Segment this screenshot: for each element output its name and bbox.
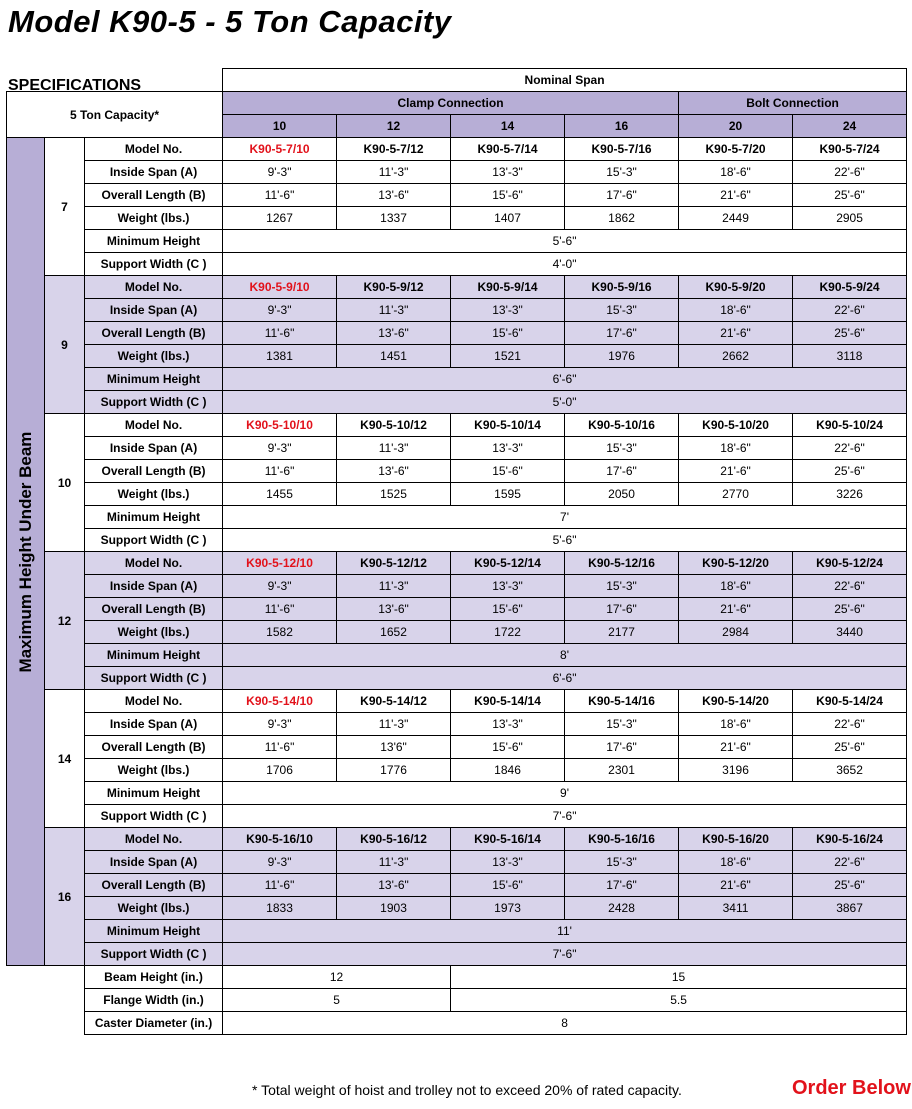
table-row xyxy=(7,851,907,874)
spec-cell: 1525 xyxy=(337,483,451,506)
spec-cell: 13'-3" xyxy=(451,161,565,184)
model-number-link[interactable]: K90-5-10/24 xyxy=(793,414,907,437)
table-row xyxy=(7,736,907,759)
model-number-link[interactable]: K90-5-9/10 xyxy=(223,276,337,299)
table-row xyxy=(7,667,907,690)
bottom-row-label: Caster Diameter (in.) xyxy=(85,1012,223,1035)
table-row xyxy=(7,828,907,851)
model-number-link[interactable]: K90-5-14/16 xyxy=(565,690,679,713)
spec-cell: 13'-3" xyxy=(451,437,565,460)
table-row xyxy=(7,782,907,805)
spec-cell: 13'-6" xyxy=(337,184,451,207)
table-row xyxy=(7,598,907,621)
spec-cell: 15'-6" xyxy=(451,460,565,483)
spec-cell: 21'-6" xyxy=(679,460,793,483)
spec-cell: 15'-3" xyxy=(565,713,679,736)
model-number-link[interactable]: K90-5-7/16 xyxy=(565,138,679,161)
footnote: * Total weight of hoist and trolley not to exceed 20% of rated capacity. xyxy=(252,1082,682,1098)
spec-cell: 21'-6" xyxy=(679,736,793,759)
spec-cell: 11'-6" xyxy=(223,598,337,621)
model-number-link[interactable]: K90-5-7/10 xyxy=(223,138,337,161)
model-number-link[interactable]: K90-5-9/14 xyxy=(451,276,565,299)
spec-cell: 17'-6" xyxy=(565,184,679,207)
spec-cell: 1267 xyxy=(223,207,337,230)
spec-cell: 21'-6" xyxy=(679,184,793,207)
spec-cell: 13'-6" xyxy=(337,322,451,345)
bottom-row-value: 8 xyxy=(223,1012,907,1035)
spec-cell: 15'-6" xyxy=(451,874,565,897)
span-header-16: 16 xyxy=(565,115,679,138)
table-row xyxy=(7,276,907,299)
order-below-link[interactable]: Order Below xyxy=(792,1077,911,1099)
spec-cell: 3196 xyxy=(679,759,793,782)
spec-cell: 18'-6" xyxy=(679,161,793,184)
blank-cell xyxy=(7,966,85,989)
table-row xyxy=(7,414,907,437)
row-label-min_height: Minimum Height xyxy=(85,644,223,667)
table-row xyxy=(7,897,907,920)
model-number-link[interactable]: K90-5-16/14 xyxy=(451,828,565,851)
spec-cell: 11'-3" xyxy=(337,161,451,184)
spec-cell: 1521 xyxy=(451,345,565,368)
spec-cell: 18'-6" xyxy=(679,299,793,322)
bolt-connection-header: Bolt Connection xyxy=(679,92,907,115)
span-header-10: 10 xyxy=(223,115,337,138)
spec-cell: 2770 xyxy=(679,483,793,506)
min_height-value: 8' xyxy=(223,644,907,667)
row-label-model: Model No. xyxy=(85,414,223,437)
spec-cell: 1381 xyxy=(223,345,337,368)
row-label-min_height: Minimum Height xyxy=(85,920,223,943)
height-value-7: 7 xyxy=(45,138,85,276)
spec-cell: 1776 xyxy=(337,759,451,782)
row-label-support: Support Width (C ) xyxy=(85,253,223,276)
spec-cell: 1407 xyxy=(451,207,565,230)
spec-cell: 2662 xyxy=(679,345,793,368)
spec-cell: 25'-6" xyxy=(793,460,907,483)
spec-cell: 17'-6" xyxy=(565,598,679,621)
bottom-row-label: Beam Height (in.) xyxy=(85,966,223,989)
table-row xyxy=(7,368,907,391)
row-label-weight: Weight (lbs.) xyxy=(85,345,223,368)
spec-cell: 11'-3" xyxy=(337,437,451,460)
spec-cell: 21'-6" xyxy=(679,322,793,345)
spec-cell: 1652 xyxy=(337,621,451,644)
spec-cell: 15'-3" xyxy=(565,851,679,874)
table-row xyxy=(7,621,907,644)
model-number-link[interactable]: K90-5-14/12 xyxy=(337,690,451,713)
spec-cell: 11'-6" xyxy=(223,460,337,483)
row-label-overall: Overall Length (B) xyxy=(85,322,223,345)
spec-cell: 1976 xyxy=(565,345,679,368)
row-label-weight: Weight (lbs.) xyxy=(85,207,223,230)
model-number-link[interactable]: K90-5-14/20 xyxy=(679,690,793,713)
row-label-inside: Inside Span (A) xyxy=(85,437,223,460)
table-row xyxy=(7,805,907,828)
model-number-link[interactable]: K90-5-9/24 xyxy=(793,276,907,299)
model-number-link[interactable]: K90-5-9/12 xyxy=(337,276,451,299)
spec-cell: 13'-6" xyxy=(337,874,451,897)
table-row xyxy=(7,920,907,943)
spec-cell: 9'-3" xyxy=(223,575,337,598)
row-label-weight: Weight (lbs.) xyxy=(85,483,223,506)
model-number-link[interactable]: K90-5-10/20 xyxy=(679,414,793,437)
spec-cell: 15'-3" xyxy=(565,437,679,460)
support-value: 6'-6" xyxy=(223,667,907,690)
height-value-14: 14 xyxy=(45,690,85,828)
spec-cell: 2984 xyxy=(679,621,793,644)
spec-cell: 17'-6" xyxy=(565,736,679,759)
spec-cell: 1973 xyxy=(451,897,565,920)
spec-cell: 13'-3" xyxy=(451,713,565,736)
spec-cell: 9'-3" xyxy=(223,299,337,322)
spec-cell: 1862 xyxy=(565,207,679,230)
spec-cell: 25'-6" xyxy=(793,874,907,897)
model-number-link[interactable]: K90-5-16/12 xyxy=(337,828,451,851)
bottom-row-label: Flange Width (in.) xyxy=(85,989,223,1012)
spec-cell: 1833 xyxy=(223,897,337,920)
model-number-link[interactable]: K90-5-12/16 xyxy=(565,552,679,575)
spec-cell: 15'-3" xyxy=(565,161,679,184)
table-row xyxy=(7,253,907,276)
min_height-value: 5'-6" xyxy=(223,230,907,253)
spec-cell: 13'-6" xyxy=(337,598,451,621)
height-value-9: 9 xyxy=(45,276,85,414)
model-number-link[interactable]: K90-5-12/12 xyxy=(337,552,451,575)
spec-cell: 17'-6" xyxy=(565,874,679,897)
model-number-link[interactable]: K90-5-14/14 xyxy=(451,690,565,713)
spec-cell: 13'6" xyxy=(337,736,451,759)
row-label-overall: Overall Length (B) xyxy=(85,874,223,897)
model-number-link[interactable]: K90-5-10/12 xyxy=(337,414,451,437)
table-row xyxy=(7,1012,907,1035)
table-row xyxy=(7,552,907,575)
row-label-weight: Weight (lbs.) xyxy=(85,897,223,920)
spec-cell: 13'-3" xyxy=(451,575,565,598)
table-row xyxy=(7,943,907,966)
row-label-min_height: Minimum Height xyxy=(85,368,223,391)
row-label-model: Model No. xyxy=(85,276,223,299)
row-label-inside: Inside Span (A) xyxy=(85,575,223,598)
model-number-link[interactable]: K90-5-12/14 xyxy=(451,552,565,575)
model-number-link[interactable]: K90-5-16/24 xyxy=(793,828,907,851)
row-label-inside: Inside Span (A) xyxy=(85,161,223,184)
spec-cell: 17'-6" xyxy=(565,322,679,345)
spec-cell: 25'-6" xyxy=(793,736,907,759)
table-row xyxy=(7,483,907,506)
table-row xyxy=(7,460,907,483)
support-value: 5'-0" xyxy=(223,391,907,414)
bottom-row-value: 5.5 xyxy=(451,989,907,1012)
support-value: 4'-0" xyxy=(223,253,907,276)
table-row xyxy=(7,207,907,230)
row-label-min_height: Minimum Height xyxy=(85,230,223,253)
spec-cell: 21'-6" xyxy=(679,598,793,621)
table-row xyxy=(7,874,907,897)
spec-cell: 22'-6" xyxy=(793,851,907,874)
spec-cell: 15'-3" xyxy=(565,575,679,598)
model-number-link[interactable]: K90-5-7/14 xyxy=(451,138,565,161)
model-number-link[interactable]: K90-5-16/20 xyxy=(679,828,793,851)
spec-cell: 1455 xyxy=(223,483,337,506)
spec-cell: 22'-6" xyxy=(793,161,907,184)
bottom-row-value: 12 xyxy=(223,966,451,989)
row-label-inside: Inside Span (A) xyxy=(85,851,223,874)
page-title: Model K90-5 - 5 Ton Capacity xyxy=(8,4,452,39)
table-row xyxy=(7,644,907,667)
spec-cell: 2905 xyxy=(793,207,907,230)
spec-cell: 9'-3" xyxy=(223,437,337,460)
spec-cell: 2050 xyxy=(565,483,679,506)
row-label-weight: Weight (lbs.) xyxy=(85,621,223,644)
spec-cell: 21'-6" xyxy=(679,874,793,897)
spec-cell: 25'-6" xyxy=(793,598,907,621)
min_height-value: 6'-6" xyxy=(223,368,907,391)
spec-cell: 3440 xyxy=(793,621,907,644)
spec-cell: 3652 xyxy=(793,759,907,782)
spec-cell: 11'-3" xyxy=(337,299,451,322)
row-label-weight: Weight (lbs.) xyxy=(85,759,223,782)
row-label-overall: Overall Length (B) xyxy=(85,460,223,483)
spec-cell: 25'-6" xyxy=(793,184,907,207)
bottom-row-value: 5 xyxy=(223,989,451,1012)
row-label-model: Model No. xyxy=(85,828,223,851)
spec-cell: 1722 xyxy=(451,621,565,644)
row-label-overall: Overall Length (B) xyxy=(85,184,223,207)
model-number-link[interactable]: K90-5-12/20 xyxy=(679,552,793,575)
model-number-link[interactable]: K90-5-12/24 xyxy=(793,552,907,575)
spec-cell: 11'-6" xyxy=(223,184,337,207)
max-height-sidebar xyxy=(7,138,45,966)
row-label-inside: Inside Span (A) xyxy=(85,713,223,736)
table-row xyxy=(7,966,907,989)
table-row xyxy=(7,345,907,368)
table-row xyxy=(7,575,907,598)
spec-cell: 2428 xyxy=(565,897,679,920)
spec-cell: 2177 xyxy=(565,621,679,644)
blank-cell xyxy=(7,1012,85,1035)
model-number-link[interactable]: K90-5-9/16 xyxy=(565,276,679,299)
spec-cell: 1595 xyxy=(451,483,565,506)
row-label-overall: Overall Length (B) xyxy=(85,598,223,621)
spec-cell: 15'-6" xyxy=(451,184,565,207)
support-value: 7'-6" xyxy=(223,805,907,828)
table-row xyxy=(7,138,907,161)
row-label-support: Support Width (C ) xyxy=(85,943,223,966)
row-label-min_height: Minimum Height xyxy=(85,782,223,805)
model-number-link[interactable]: K90-5-16/16 xyxy=(565,828,679,851)
table-row xyxy=(7,299,907,322)
table-row xyxy=(7,690,907,713)
spec-cell: 13'-3" xyxy=(451,851,565,874)
model-number-link[interactable]: K90-5-10/10 xyxy=(223,414,337,437)
table-row xyxy=(7,713,907,736)
table-row xyxy=(7,506,907,529)
model-number-link[interactable]: K90-5-14/24 xyxy=(793,690,907,713)
spec-cell: 2301 xyxy=(565,759,679,782)
spec-cell: 13'-6" xyxy=(337,460,451,483)
model-number-link[interactable]: K90-5-9/20 xyxy=(679,276,793,299)
span-header-20: 20 xyxy=(679,115,793,138)
spec-cell: 3411 xyxy=(679,897,793,920)
spec-cell: 11'-6" xyxy=(223,736,337,759)
span-header-14: 14 xyxy=(451,115,565,138)
max-height-label: Maximum Height Under Beam xyxy=(15,431,35,672)
row-label-inside: Inside Span (A) xyxy=(85,299,223,322)
min_height-value: 7' xyxy=(223,506,907,529)
spec-cell: 18'-6" xyxy=(679,575,793,598)
model-number-link[interactable]: K90-5-7/20 xyxy=(679,138,793,161)
spec-cell: 9'-3" xyxy=(223,851,337,874)
row-label-support: Support Width (C ) xyxy=(85,391,223,414)
table-row xyxy=(7,759,907,782)
height-value-12: 12 xyxy=(45,552,85,690)
row-label-support: Support Width (C ) xyxy=(85,667,223,690)
spec-cell: 25'-6" xyxy=(793,322,907,345)
spec-cell: 9'-3" xyxy=(223,713,337,736)
spec-cell: 17'-6" xyxy=(565,460,679,483)
spec-cell: 11'-3" xyxy=(337,713,451,736)
spec-cell: 13'-3" xyxy=(451,299,565,322)
model-number-link[interactable]: K90-5-14/10 xyxy=(223,690,337,713)
row-label-model: Model No. xyxy=(85,690,223,713)
span-header-24: 24 xyxy=(793,115,907,138)
model-number-link[interactable]: K90-5-7/24 xyxy=(793,138,907,161)
row-label-support: Support Width (C ) xyxy=(85,805,223,828)
row-label-min_height: Minimum Height xyxy=(85,506,223,529)
row-label-overall: Overall Length (B) xyxy=(85,736,223,759)
table-row xyxy=(7,437,907,460)
table-row xyxy=(7,230,907,253)
spec-cell: 11'-3" xyxy=(337,851,451,874)
table-row xyxy=(7,529,907,552)
specification-table xyxy=(6,68,907,1035)
spec-cell: 18'-6" xyxy=(679,851,793,874)
span-header-12: 12 xyxy=(337,115,451,138)
height-value-10: 10 xyxy=(45,414,85,552)
spec-cell: 1582 xyxy=(223,621,337,644)
spec-cell: 3226 xyxy=(793,483,907,506)
spec-cell: 15'-6" xyxy=(451,736,565,759)
spec-cell: 15'-6" xyxy=(451,322,565,345)
support-value: 5'-6" xyxy=(223,529,907,552)
spec-cell: 2449 xyxy=(679,207,793,230)
table-row xyxy=(7,391,907,414)
blank-cell xyxy=(7,989,85,1012)
spec-cell: 22'-6" xyxy=(793,437,907,460)
row-label-model: Model No. xyxy=(85,138,223,161)
table-row xyxy=(7,184,907,207)
spec-cell: 1903 xyxy=(337,897,451,920)
clamp-connection-header: Clamp Connection xyxy=(223,92,679,115)
spec-cell: 11'-3" xyxy=(337,575,451,598)
model-number-link[interactable]: K90-5-10/14 xyxy=(451,414,565,437)
capacity-header: 5 Ton Capacity* xyxy=(7,92,223,138)
model-number-link[interactable]: K90-5-16/10 xyxy=(223,828,337,851)
table-row xyxy=(7,322,907,345)
spec-cell: 3867 xyxy=(793,897,907,920)
spec-cell: 3118 xyxy=(793,345,907,368)
row-label-model: Model No. xyxy=(85,552,223,575)
table-row xyxy=(7,161,907,184)
bottom-row-value: 15 xyxy=(451,966,907,989)
spec-cell: 1706 xyxy=(223,759,337,782)
support-value: 7'-6" xyxy=(223,943,907,966)
min_height-value: 9' xyxy=(223,782,907,805)
table-row xyxy=(7,989,907,1012)
spec-cell: 22'-6" xyxy=(793,299,907,322)
model-number-link[interactable]: K90-5-12/10 xyxy=(223,552,337,575)
specifications-label: SPECIFICATIONS xyxy=(8,77,142,94)
spec-cell: 1451 xyxy=(337,345,451,368)
spec-cell: 11'-6" xyxy=(223,874,337,897)
spec-cell: 15'-6" xyxy=(451,598,565,621)
spec-cell: 11'-6" xyxy=(223,322,337,345)
spec-cell: 1846 xyxy=(451,759,565,782)
spec-cell: 22'-6" xyxy=(793,575,907,598)
spec-cell: 9'-3" xyxy=(223,161,337,184)
spec-cell: 18'-6" xyxy=(679,437,793,460)
min_height-value: 11' xyxy=(223,920,907,943)
model-number-link[interactable]: K90-5-7/12 xyxy=(337,138,451,161)
model-number-link[interactable]: K90-5-10/16 xyxy=(565,414,679,437)
height-value-16: 16 xyxy=(45,828,85,966)
spec-cell: 15'-3" xyxy=(565,299,679,322)
nominal-span-header: Nominal Span xyxy=(223,69,907,92)
row-label-support: Support Width (C ) xyxy=(85,529,223,552)
spec-cell: 22'-6" xyxy=(793,713,907,736)
spec-cell: 18'-6" xyxy=(679,713,793,736)
spec-cell: 1337 xyxy=(337,207,451,230)
